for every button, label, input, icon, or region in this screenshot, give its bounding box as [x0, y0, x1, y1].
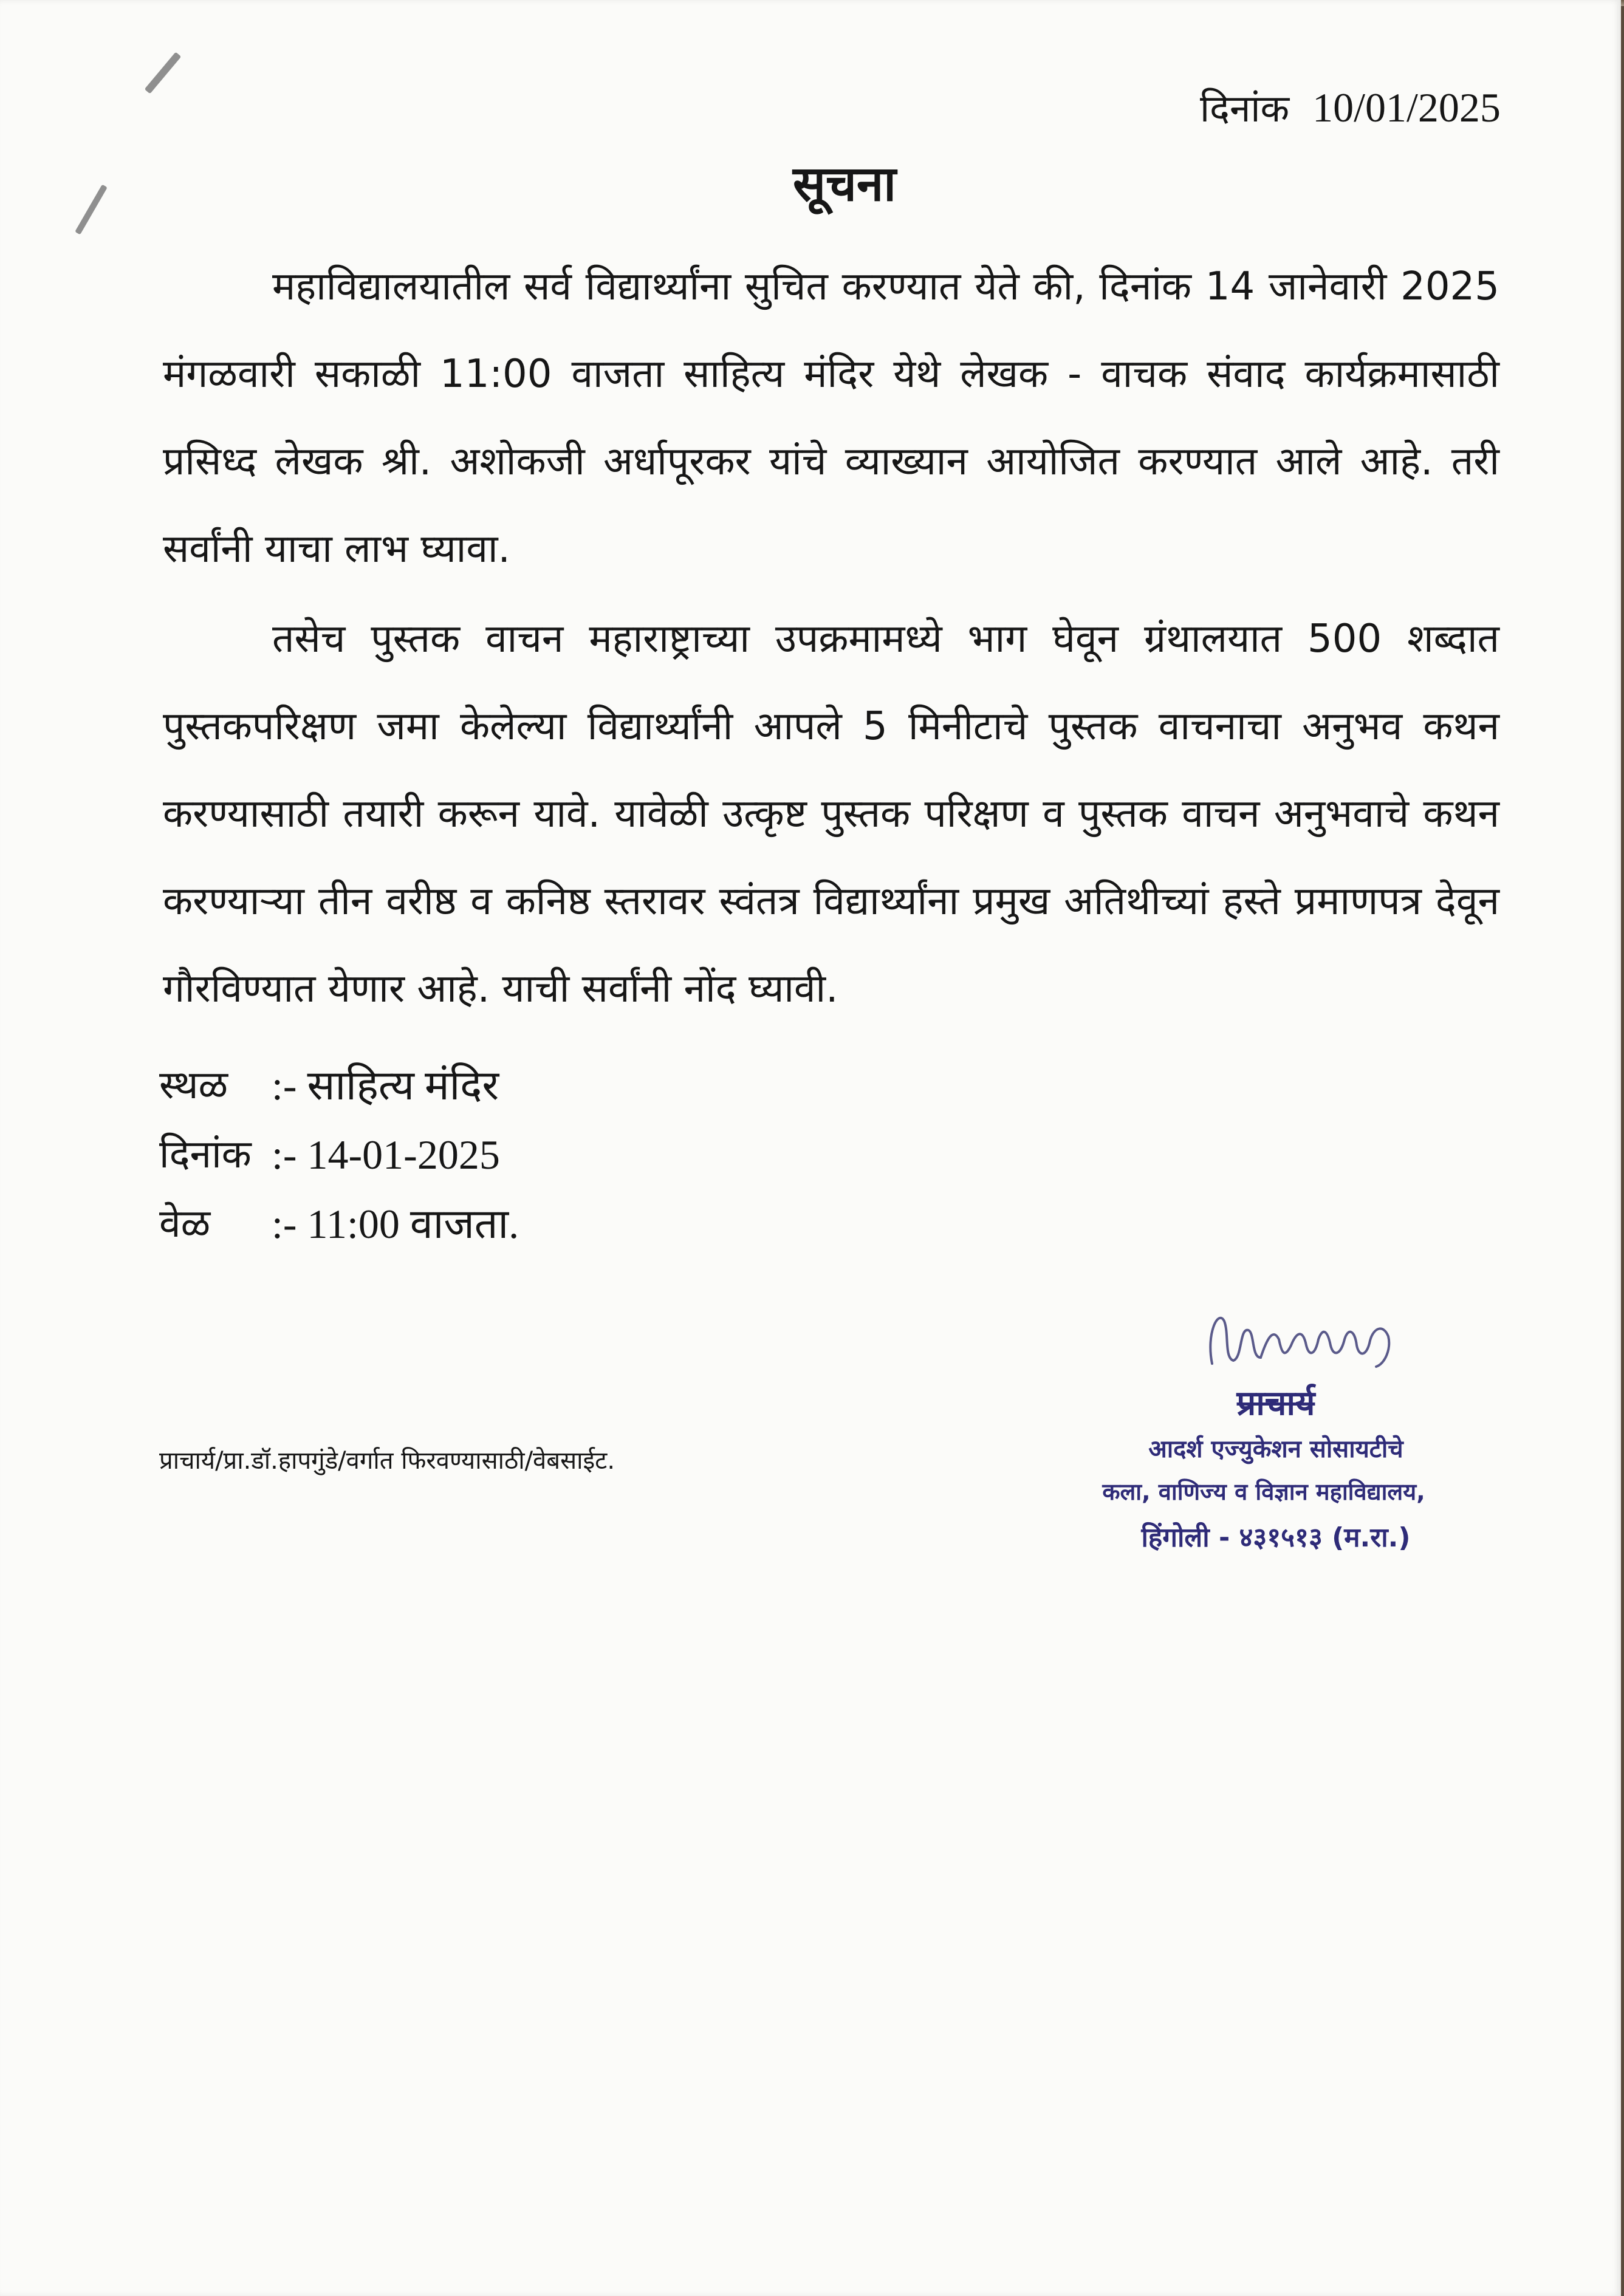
detail-time: [159, 1189, 519, 1259]
staple-mark-2: [75, 185, 108, 235]
detail-date: [159, 1120, 519, 1189]
stamp-designation: प्राचार्य: [1236, 1384, 1315, 1423]
issue-date: [1200, 82, 1501, 133]
detail-venue: [159, 1051, 519, 1120]
event-details: [159, 1051, 519, 1259]
staple-mark-1: [145, 52, 182, 94]
issue-date-value: 10/01/2025: [1312, 84, 1501, 131]
copy-to-list: प्राचार्य/प्रा.डॉ.हापगुंडे/वर्गात फिरवण्यासाठी/वेबसाईट.: [159, 1447, 615, 1475]
issue-date-label: दिनांक: [1200, 86, 1290, 131]
notice-paragraph-2: तसेच पुस्तक वाचन महाराष्ट्राच्या उपक्रमामध्ये भाग घेवून ग्रंथालयात 500 शब्दात पुस्तकपरिक्षण जमा केलेल्या विद्यार्थ्यांनी आपले 5 मिनीटाचे पुस्तक वाचनाचा अनुभव कथन करण्यासाठी तयारी करून यावे. यावेळी उत्कृष्ट पुस्तक परिक्षण व पुस्तक वाचन अनुभवाचे कथन करण्याऱ्या तीन वरीष्ठ व कनिष्ठ स्तरावर स्वंतत्र विद्यार्थ्यांना प्रमुख अतिथीच्यां हस्ते प्रमाणपत्र देवून गौरविण्यात येणार आहे. याची सर्वांनी नोंद घ्यावी.: [163, 617, 1499, 1011]
notice-title: सूचना: [793, 155, 896, 212]
notice-paragraph-1: महाविद्यालयातील सर्व विद्यार्थ्यांना सुचित करण्यात येते की, दिनांक 14 जानेवारी 2025 मंगळवारी सकाळी 11:00 वाजता साहित्य मंदिर येथे लेखक - वाचक संवाद कार्यक्रमासाठी प्रसिध्द लेखक श्री. अशोकजी अर्धापूरकर यांचे व्याख्यान आयोजित करण्यात आले आहे. तरी सर्वांनी याचा लाभ घ्यावा.: [163, 264, 1499, 572]
stamp-society: आदर्श एज्युकेशन सोसायटीचे: [1148, 1435, 1403, 1463]
stamp-college: कला, वाणिज्य व विज्ञान महाविद्यालय,: [1102, 1478, 1425, 1505]
college-stamp: [1081, 1379, 1470, 1554]
detail-label: वेळ: [159, 1201, 211, 1246]
principal-signature: [1206, 1297, 1413, 1382]
detail-value: :- 11:00 वाजता.: [272, 1201, 519, 1247]
detail-label: स्थळ: [159, 1063, 228, 1108]
stamp-address: हिंगोली - ४३१५१३ (म.रा.): [1141, 1522, 1411, 1553]
detail-value: :- साहित्य मंदिर: [272, 1062, 499, 1109]
detail-value: :- 14-01-2025: [272, 1132, 500, 1178]
detail-label: दिनांक: [159, 1132, 252, 1177]
